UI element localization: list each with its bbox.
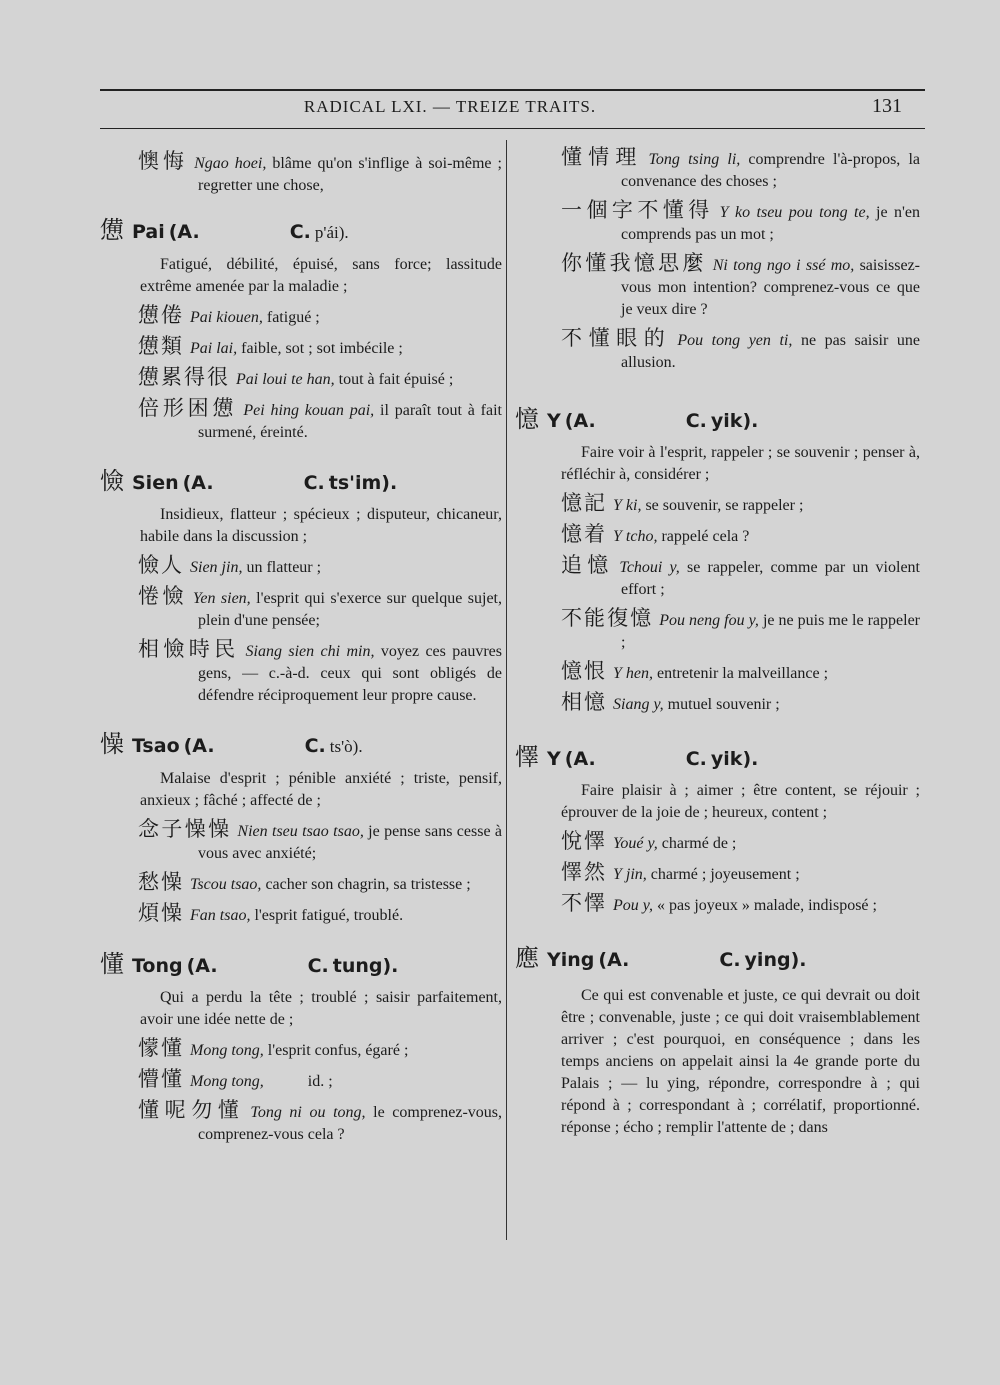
entry-hanzi: 你懂我憶思麼 (561, 251, 707, 275)
entry (138, 1037, 502, 1062)
entry-romanization: Nien tseu tsao tsao, (237, 823, 364, 840)
entry-hanzi: 憊類 (138, 334, 184, 358)
entry-gloss: je pense sans cesse à vous avec anxiété; (198, 823, 502, 862)
entry (138, 818, 502, 865)
heading-romanization: Y (547, 748, 561, 770)
entry-hanzi: 懂情理 (561, 145, 643, 169)
entry-gloss: un flatteur ; (242, 559, 322, 576)
entry-hanzi: 憶記 (561, 491, 607, 515)
header-rule-top (100, 89, 925, 91)
heading-char: 應 (515, 944, 539, 972)
entry (561, 660, 920, 685)
entry-romanization: Tscou tsao, (190, 876, 262, 893)
heading-char: 懂 (100, 950, 124, 978)
entry (138, 554, 502, 579)
entry-romanization: Y ko tseu pou tong te, (719, 204, 870, 221)
heading-ying (515, 944, 920, 972)
entry-hanzi: 憸人 (138, 553, 184, 577)
entry-romanization: Pou y, (613, 897, 653, 914)
heading-a-label: (A. (183, 735, 215, 757)
entry-gloss: se souvenir, se rappeler ; (641, 497, 804, 514)
entry (138, 871, 502, 896)
heading-y-remember (515, 405, 920, 433)
heading-romanization: Tong (132, 955, 183, 977)
definition-sien: Insidieux, flatteur ; spécieux ; disputeur, chicaneur, habile dans la discussion ; (140, 506, 502, 545)
definition-y-please: Faire plaisir à ; aimer ; être content, se réjouir ; éprouver de la joie de ; heureux, content ; (561, 782, 920, 821)
entry-hanzi: 不懌 (561, 891, 607, 915)
entry-hanzi: 追憶 (561, 553, 614, 577)
left-column (100, 142, 502, 1152)
right-column (515, 142, 920, 1145)
entry (561, 861, 920, 886)
entry-hanzi: 惓憸 (138, 584, 187, 608)
entry-gloss: l'esprit qui s'exerce sur quelque sujet, plein d'une pensée; (198, 590, 503, 629)
entry-romanization: Ngao hoei, (194, 155, 267, 172)
entry (561, 892, 920, 917)
heading-pai (100, 216, 502, 244)
entry-gloss: l'esprit confus, égaré ; (263, 1042, 409, 1059)
heading-char: 憸 (100, 467, 124, 495)
entry-romanization: Y jin, (613, 866, 647, 883)
entry-gloss: je n'en comprends pas un mot ; (621, 204, 921, 243)
entry-hanzi: 倍形困憊 (138, 396, 238, 420)
entry-romanization: Yen sien, (192, 590, 251, 607)
entry-hanzi: 念子懆懆 (138, 817, 232, 841)
entry-gloss: comprendre l'à-propos, la convenance des choses ; (621, 151, 921, 190)
heading-c-label: C. (307, 955, 329, 977)
entry-romanization: Ni tong ngo i ssé mo, (712, 257, 855, 274)
entry-hanzi: 懞懂 (138, 1036, 184, 1060)
entry-hanzi: 懌然 (561, 860, 607, 884)
entry (138, 585, 502, 632)
heading-c-value: yik). (710, 410, 759, 432)
entry-romanization: Siang y, (613, 696, 664, 713)
heading-c-value: yik). (710, 748, 759, 770)
entry-romanization: Fan tsao, (190, 907, 251, 924)
heading-a-label: (A. (564, 410, 596, 432)
heading-char: 憶 (515, 405, 539, 433)
entry-hanzi: 相憸時民 (138, 637, 240, 661)
entry-romanization: Pai lai, (190, 340, 238, 357)
entry-hanzi: 憊倦 (138, 303, 184, 327)
entry-romanization: Pai loui te han, (236, 371, 335, 388)
entry-gloss: charmé de ; (657, 835, 737, 852)
entry-gloss: tout à fait épuisé ; (334, 371, 454, 388)
entry-hanzi: 憶着 (561, 522, 607, 546)
entry (138, 397, 502, 444)
entry-gloss: le comprenez-vous, comprenez-vous cela ? (198, 1104, 503, 1143)
entry-gloss: ne pas saisir une allusion. (621, 332, 921, 371)
entry-romanization: Pou tong yen ti, (677, 332, 793, 349)
entry-romanization: Siang sien chi min, (245, 643, 375, 660)
entry (561, 523, 920, 548)
entry-gloss: « pas joyeux » malade, indisposé ; (653, 897, 877, 914)
entry-gloss: entretenir la malveillance ; (653, 665, 829, 682)
entry-gloss: rappelé cela ? (657, 528, 750, 545)
page-number: 131 (872, 95, 902, 117)
heading-c-label: C. (685, 748, 707, 770)
entry-gloss: cacher son chagrin, sa tristesse ; (261, 876, 471, 893)
heading-c-value: ying). (744, 949, 807, 971)
entry (561, 327, 920, 374)
entry (561, 830, 920, 855)
entry (561, 554, 920, 601)
heading-c-label: C. (719, 949, 741, 971)
definition-y-remember: Faire voir à l'esprit, rappeler ; se souvenir ; penser à, réfléchir à, considérer ; (561, 444, 920, 483)
heading-sien (100, 467, 502, 495)
entry-gloss: fatigué ; (262, 309, 320, 326)
entry-gloss: je ne puis me le rappeler ; (621, 612, 920, 651)
entry (138, 1068, 502, 1093)
entry (561, 146, 920, 193)
entry-hanzi: 懵懂 (138, 1067, 184, 1091)
heading-a-label: (A. (182, 472, 214, 494)
entry-romanization: Sien jin, (190, 559, 243, 576)
entry (561, 199, 920, 246)
heading-char: 憊 (100, 216, 124, 244)
entry (138, 638, 502, 707)
entry-gloss: l'esprit fatigué, troublé. (250, 907, 404, 924)
entry-hanzi: 不能復憶 (561, 606, 654, 630)
entry-hanzi: 懊悔 (138, 149, 189, 173)
heading-a-label: (A. (186, 955, 218, 977)
entry-gloss: blâme qu'on s'inflige à soi-même ; regretter une chose, (198, 155, 502, 194)
column-divider (506, 140, 507, 1240)
running-header: RADICAL LXI. — TREIZE TRAITS. (303, 97, 597, 116)
heading-c-value: ts'im). (328, 472, 398, 494)
definition-tong: Qui a perdu la tête ; troublé ; saisir parfaitement, avoir une idée nette de ; (140, 989, 502, 1028)
header-rule-bottom (100, 128, 925, 129)
heading-c-label: C. (304, 735, 326, 757)
entry-romanization: Tchoui y, (619, 559, 680, 576)
entry-romanization: Tong ni ou tong, (250, 1104, 366, 1121)
heading-tong (100, 950, 502, 978)
entry-hanzi: 懂呢勿懂 (138, 1098, 245, 1122)
entry-romanization: Youé y, (613, 835, 658, 852)
heading-c-value: ts'ò). (329, 737, 363, 756)
entry-hanzi: 悅懌 (561, 829, 607, 853)
heading-c-value: p'ái). (314, 223, 349, 242)
entry (138, 1099, 502, 1146)
entry (561, 607, 920, 654)
definition-pai: Fatigué, débilité, épuisé, sans force; lassitude extrême amenée par la maladie ; (140, 256, 502, 295)
entry (561, 691, 920, 716)
heading-char: 懆 (100, 730, 124, 758)
heading-romanization: Tsao (132, 735, 180, 757)
entry-romanization: Pei hing kouan pai, (243, 402, 375, 419)
heading-a-label: (A. (598, 949, 630, 971)
entry-romanization: Pai kiouen, (190, 309, 263, 326)
entry-gloss: charmé ; joyeusement ; (646, 866, 800, 883)
definition-ying: Ce qui est convenable et juste, ce qui devrait ou doit être ; convenable, juste ; ce qui doit vraisemblablement arriver ; c'est pourquoi, en conséquence ; dans les temps anciens on appelait ainsi la 4e grande porte du Palais ; — lu ying, répondre, correspondre à ; qui répond à ; correspondant à ; corrélatif, proportionné. réponse ; écho ; remplir l'attente de ; dans (561, 987, 920, 1136)
entry-hanzi: 憊累得很 (138, 365, 230, 389)
entry-gloss: id. ; (263, 1073, 333, 1090)
heading-a-label: (A. (168, 221, 200, 243)
definition-tsao: Malaise d'esprit ; pénible anxiété ; triste, pensif, anxieux ; fâché ; affecté de ; (140, 770, 502, 809)
entry-hanzi: 不懂眼的 (561, 326, 672, 350)
entry-romanization: Y ki, (613, 497, 642, 514)
heading-char: 懌 (515, 743, 539, 771)
entry-romanization: Tong tsing li, (648, 151, 741, 168)
entry-hanzi: 愁懆 (138, 870, 184, 894)
entry (138, 902, 502, 927)
entry (561, 252, 920, 321)
entry-gloss: mutuel souvenir ; (663, 696, 780, 713)
entry-gloss: saisissez-vous mon intention? comprenez-vous ce que je veux dire ? (621, 257, 920, 318)
entry-hanzi: 相憶 (561, 690, 607, 714)
entry-gloss: faible, sot ; sot imbécile ; (237, 340, 403, 357)
heading-c-label: C. (685, 410, 707, 432)
entry (138, 304, 502, 329)
heading-romanization: Y (547, 410, 561, 432)
entry-gloss: se rappeler, comme par un violent effort ; (621, 559, 920, 598)
entry-romanization: Mong tong, (190, 1073, 264, 1090)
heading-c-value: tung). (332, 955, 399, 977)
heading-romanization: Sien (132, 472, 179, 494)
heading-romanization: Pai (132, 221, 165, 243)
heading-c-label: C. (303, 472, 325, 494)
entry-gloss: voyez ces pauvres gens, — c.-à-d. ceux qui sont obligés de défendre réciproquement leur propre cause. (198, 643, 503, 704)
heading-a-label: (A. (564, 748, 596, 770)
entry-ngao-hoei (138, 150, 502, 197)
heading-tsao (100, 730, 502, 758)
entry-romanization: Mong tong, (190, 1042, 264, 1059)
entry-hanzi: 憶恨 (561, 659, 607, 683)
entry-hanzi: 煩懆 (138, 901, 184, 925)
entry-hanzi: 一個字不懂得 (561, 198, 714, 222)
entry (138, 335, 502, 360)
heading-c-label: C. (289, 221, 311, 243)
entry-romanization: Y tcho, (613, 528, 658, 545)
heading-y-please (515, 743, 920, 771)
heading-romanization: Ying (547, 949, 595, 971)
entry-romanization: Pou neng fou y, (659, 612, 759, 629)
entry-romanization: Y hen, (613, 665, 653, 682)
entry-gloss: il paraît tout à fait surmené, éreinté. (198, 402, 503, 441)
entry (561, 492, 920, 517)
entry (138, 366, 502, 391)
